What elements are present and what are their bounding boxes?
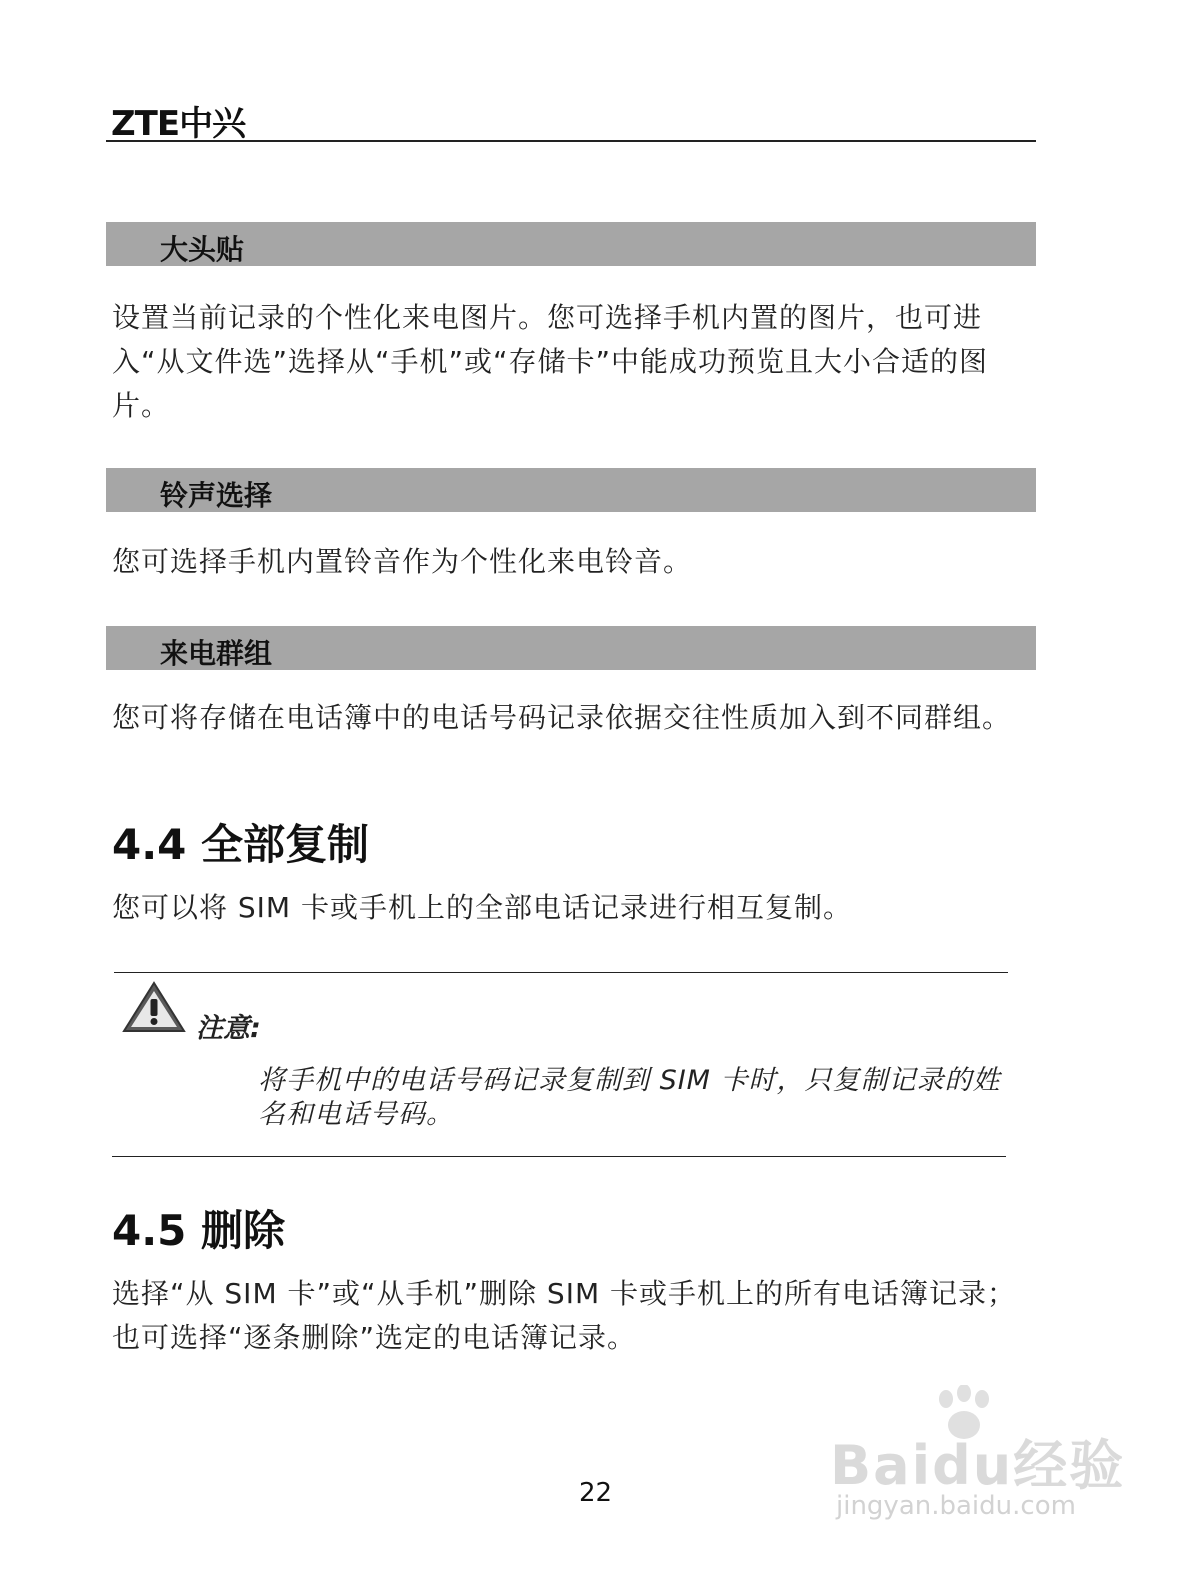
section-body-group: 您可将存储在电话簿中的电话号码记录依据交往性质加入到不同群组。	[112, 701, 1012, 734]
section-bar-ringtone	[106, 468, 1036, 512]
section-bar-sticker	[106, 222, 1036, 266]
page-number: 22	[578, 1478, 613, 1508]
section-body-sticker: 设置当前记录的个性化来电图片。您可选择手机内置的图片，也可进入“从文件选”选择从“手机”或“存储卡”中能成功预览且大小合适的图片。	[112, 301, 989, 422]
note-top-rule	[114, 972, 1008, 973]
note-label: 注意:	[196, 1013, 261, 1044]
heading-4-4: 4.4 全部复制	[112, 820, 370, 869]
section-title-sticker: 大头贴	[160, 233, 245, 266]
section-body-ringtone: 您可选择手机内置铃音作为个性化来电铃音。	[112, 545, 693, 578]
section-title-ringtone: 铃声选择	[160, 479, 273, 512]
body-4-5: 选择“从 SIM 卡”或“从手机”删除 SIM 卡或手机上的所有电话簿记录；也可选择“逐条删除”选定的电话簿记录。	[112, 1277, 1017, 1354]
section-title-group: 来电群组	[160, 637, 273, 670]
note-bottom-rule	[112, 1156, 1006, 1157]
warning-icon	[122, 980, 186, 1034]
note-text: 将手机中的电话号码记录复制到 SIM 卡时，只复制记录的姓名和电话号码。	[258, 1065, 1001, 1130]
section-bar-group	[106, 626, 1036, 670]
header-divider	[106, 140, 1036, 142]
watermark-url: jingyan.baidu.com	[836, 1491, 1076, 1521]
baidu-watermark	[830, 1385, 1130, 1555]
body-4-4: 您可以将 SIM 卡或手机上的全部电话记录进行相互复制。	[112, 891, 852, 924]
heading-4-5: 4.5 删除	[112, 1206, 286, 1255]
watermark-brand: Baidu经验	[830, 1434, 1126, 1497]
zte-logo: ZTE中兴	[111, 104, 246, 144]
